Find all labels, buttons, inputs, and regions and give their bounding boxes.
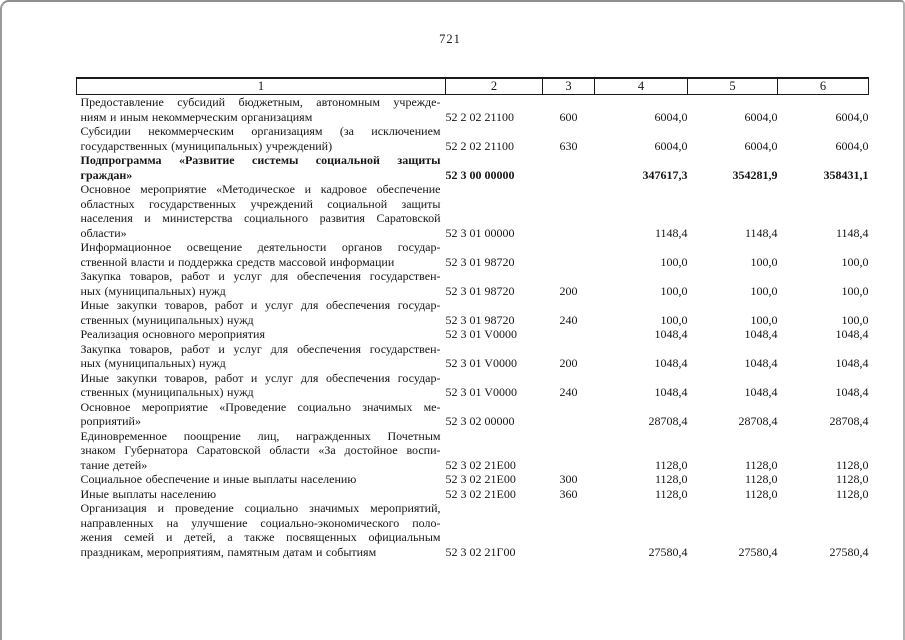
column-header: 3 xyxy=(543,78,595,95)
amount-cell-year-3: 1128,0 xyxy=(835,486,869,501)
amount-cell-year-2: 1128,0 xyxy=(744,457,778,472)
program-name-cell xyxy=(77,472,446,487)
amount-cell-year-3: 6004,0 xyxy=(835,109,869,124)
table-row xyxy=(77,501,869,559)
program-name-line: ственных (муниципальных) нужд xyxy=(80,385,254,399)
amount-cell-year-1: 100,0 xyxy=(660,312,688,327)
program-name-cell xyxy=(77,269,446,298)
expense-group-cell: 200 xyxy=(559,283,578,298)
table-row xyxy=(77,371,869,400)
amount-cell-year-1: 347617,3 xyxy=(642,167,688,182)
amount-cell-year-3: 1128,0 xyxy=(835,457,869,472)
amount-cell-year-3: 1128,0 xyxy=(835,472,869,486)
table-row xyxy=(77,342,869,371)
program-name-cell xyxy=(77,153,446,182)
amount-cell-year-2: 1148,4 xyxy=(744,225,778,240)
program-name-line: областных государственных учреждений социальной защиты xyxy=(80,196,441,211)
amount-cell-year-1: 1048,4 xyxy=(654,356,688,370)
amount-cell-year-1: 6004,0 xyxy=(654,109,688,124)
program-name-line: Иные выплаты населению xyxy=(80,486,217,501)
amount-cell-year-1: 1148,4 xyxy=(654,225,688,240)
amount-cell-year-3: 28708,4 xyxy=(829,414,869,428)
table-body xyxy=(77,95,869,560)
table-row xyxy=(77,153,869,182)
amount-cell-year-2: 1128,0 xyxy=(744,472,778,486)
program-name-cell xyxy=(77,371,446,400)
amount-cell-year-3: 1048,4 xyxy=(835,356,869,370)
program-name-line: роприятий» xyxy=(80,414,141,428)
amount-cell-year-2: 100,0 xyxy=(750,254,778,269)
program-name-line: Основное мероприятие «Методическое и кадровое обеспечение xyxy=(80,182,441,196)
program-name-cell xyxy=(77,95,446,125)
program-name-line: населения и министерства социального развития Саратовской xyxy=(80,211,441,225)
amount-cell-year-3: 1048,4 xyxy=(835,385,869,399)
program-name-line: Субсидии некоммерческим организациям (за исключением xyxy=(80,124,441,138)
column-header: 2 xyxy=(446,78,543,95)
table-row xyxy=(77,95,869,125)
program-name-line: жения семей и детей, а также посвященных официальным xyxy=(80,530,441,544)
program-name-line: Реализация основного мероприятия xyxy=(80,327,265,341)
program-name-line: Основное мероприятие «Проведение социально значимых ме- xyxy=(80,399,441,414)
program-name-line: области» xyxy=(80,225,127,240)
program-name-line: Иные закупки товаров, работ и услуг для обеспечения государ- xyxy=(80,298,441,312)
program-name-line: Организация и проведение социально значимых мероприятий, xyxy=(80,501,441,515)
program-name-line: Предоставление субсидий бюджетным, автономным учрежде- xyxy=(80,95,441,109)
program-name-line: ственных (муниципальных) нужд xyxy=(80,312,254,327)
budget-code-cell: 52 3 02 21Е00 xyxy=(445,457,516,472)
program-name-cell xyxy=(77,501,446,559)
amount-cell-year-1: 1128,0 xyxy=(654,457,688,472)
program-name-line: Информационное освещение деятельности органов государ- xyxy=(80,240,441,254)
amount-cell-year-1: 27580,4 xyxy=(648,544,688,559)
program-name-line: направленных на улучшение социально-экономического поло- xyxy=(80,515,441,530)
program-name-cell xyxy=(77,124,446,153)
program-name-cell xyxy=(77,327,446,342)
program-name-line: ниям и иным некоммерческим организациям xyxy=(80,109,313,124)
program-name-line: Подпрограмма «Развитие системы социальной защиты xyxy=(80,153,441,167)
budget-code-cell: 52 3 00 00000 xyxy=(445,167,515,182)
program-name-cell xyxy=(77,400,446,429)
amount-cell-year-3: 100,0 xyxy=(841,312,869,327)
table-row xyxy=(77,472,869,487)
budget-code-cell: 52 2 02 21100 xyxy=(445,138,515,153)
amount-cell-year-2: 27580,4 xyxy=(738,544,778,559)
table-row xyxy=(77,269,869,298)
column-header: 1 xyxy=(77,78,446,95)
expense-group-cell xyxy=(543,400,595,429)
program-name-line: праздникам, мероприятиям, памятным датам и событиям xyxy=(80,544,377,559)
table-row xyxy=(77,182,869,240)
amount-cell-year-1: 1048,4 xyxy=(654,327,688,341)
amount-cell-year-1: 1128,0 xyxy=(654,472,688,486)
amount-cell-year-2: 354281,9 xyxy=(732,167,778,182)
amount-cell-year-1: 1128,0 xyxy=(654,486,688,501)
program-name-cell xyxy=(77,429,446,473)
budget-code-cell: 52 3 01 98720 xyxy=(445,283,515,298)
amount-cell-year-2: 1048,4 xyxy=(744,327,778,341)
budget-code-cell: 52 3 01 98720 xyxy=(445,254,515,269)
budget-code-cell: 52 3 01 00000 xyxy=(445,225,515,240)
amount-cell-year-2: 1048,4 xyxy=(744,356,778,370)
amount-cell-year-3: 27580,4 xyxy=(829,544,869,559)
table-header-row xyxy=(77,78,869,95)
budget-code-cell: 52 3 01 V0000 xyxy=(445,385,517,399)
budget-code-cell: 52 3 01 V0000 xyxy=(445,356,517,370)
expense-group-cell: 240 xyxy=(559,385,578,399)
amount-cell-year-2: 1048,4 xyxy=(744,385,778,399)
expense-group-cell: 200 xyxy=(559,356,578,370)
amount-cell-year-1: 28708,4 xyxy=(648,414,688,428)
amount-cell-year-1: 1048,4 xyxy=(654,385,688,399)
amount-cell-year-1: 100,0 xyxy=(660,254,688,269)
table-row xyxy=(77,298,869,327)
program-name-line: Социальное обеспечение и иные выплаты населению xyxy=(80,472,357,486)
program-name-line: знаком Губернатора Саратовской области «За достойное воспи- xyxy=(80,443,441,457)
column-header: 6 xyxy=(778,78,869,95)
table-row xyxy=(77,400,869,429)
expense-group-cell: 240 xyxy=(559,312,578,327)
program-name-line: Закупка товаров, работ и услуг для обеспечения государствен- xyxy=(80,269,441,283)
program-name-line: ных (муниципальных) нужд xyxy=(80,283,226,298)
budget-table xyxy=(76,77,869,559)
amount-cell-year-2: 100,0 xyxy=(750,312,778,327)
program-name-line: Иные закупки товаров, работ и услуг для обеспечения государ- xyxy=(80,370,441,385)
amount-cell-year-3: 100,0 xyxy=(841,283,869,298)
program-name-cell xyxy=(77,240,446,269)
program-name-line: ственной власти и поддержка средств массовой информации xyxy=(80,254,395,269)
amount-cell-year-2: 6004,0 xyxy=(744,138,778,153)
table-row xyxy=(77,240,869,269)
expense-group-cell xyxy=(543,501,595,559)
budget-code-cell: 52 3 02 21Г00 xyxy=(445,544,516,559)
column-header: 5 xyxy=(688,78,778,95)
table-row xyxy=(77,429,869,473)
program-name-line: ных (муниципальных) нужд xyxy=(80,356,226,370)
budget-code-cell: 52 3 02 21Е00 xyxy=(445,486,516,501)
amount-cell-year-2: 28708,4 xyxy=(738,414,778,428)
program-name-cell xyxy=(77,342,446,371)
amount-cell-year-3: 1048,4 xyxy=(835,327,869,341)
budget-code-cell: 52 3 01 98720 xyxy=(445,312,515,327)
page-number: 721 xyxy=(439,32,461,46)
program-name-line: государственных (муниципальных) учреждений) xyxy=(80,138,333,153)
expense-group-cell xyxy=(543,182,595,240)
amount-cell-year-1: 6004,0 xyxy=(654,138,688,153)
expense-group-cell xyxy=(543,327,595,342)
program-name-cell xyxy=(77,487,446,502)
amount-cell-year-2: 1128,0 xyxy=(744,486,778,501)
budget-code-cell: 52 3 02 21Е00 xyxy=(445,472,516,486)
table-row xyxy=(77,487,869,502)
expense-group-cell: 630 xyxy=(559,138,578,153)
table-row xyxy=(77,327,869,342)
expense-group-cell xyxy=(543,429,595,473)
amount-cell-year-3: 1148,4 xyxy=(835,225,869,240)
program-name-cell xyxy=(77,182,446,240)
expense-group-cell xyxy=(543,240,595,269)
table-header xyxy=(77,78,869,95)
expense-group-cell: 300 xyxy=(559,472,578,486)
budget-code-cell: 52 3 01 V0000 xyxy=(445,327,517,341)
amount-cell-year-3: 100,0 xyxy=(841,254,869,269)
program-name-cell xyxy=(77,298,446,327)
program-name-line: Единовременное поощрение лиц, награжденных Почетным xyxy=(80,428,441,443)
amount-cell-year-2: 100,0 xyxy=(750,283,778,298)
amount-cell-year-3: 358431,1 xyxy=(823,167,869,182)
amount-cell-year-3: 6004,0 xyxy=(835,138,869,153)
amount-cell-year-1: 100,0 xyxy=(660,283,688,298)
program-name-line: Закупка товаров, работ и услуг для обеспечения государствен- xyxy=(80,341,441,356)
expense-group-cell: 600 xyxy=(559,109,578,124)
expense-group-cell: 360 xyxy=(559,486,578,501)
budget-code-cell: 52 3 02 00000 xyxy=(445,414,515,428)
amount-cell-year-2: 6004,0 xyxy=(744,109,778,124)
column-header: 4 xyxy=(595,78,688,95)
expense-group-cell xyxy=(543,153,595,182)
table-row xyxy=(77,124,869,153)
program-name-line: граждан» xyxy=(80,167,133,182)
budget-code-cell: 52 2 02 21100 xyxy=(445,109,515,124)
program-name-line: тание детей» xyxy=(80,457,148,472)
